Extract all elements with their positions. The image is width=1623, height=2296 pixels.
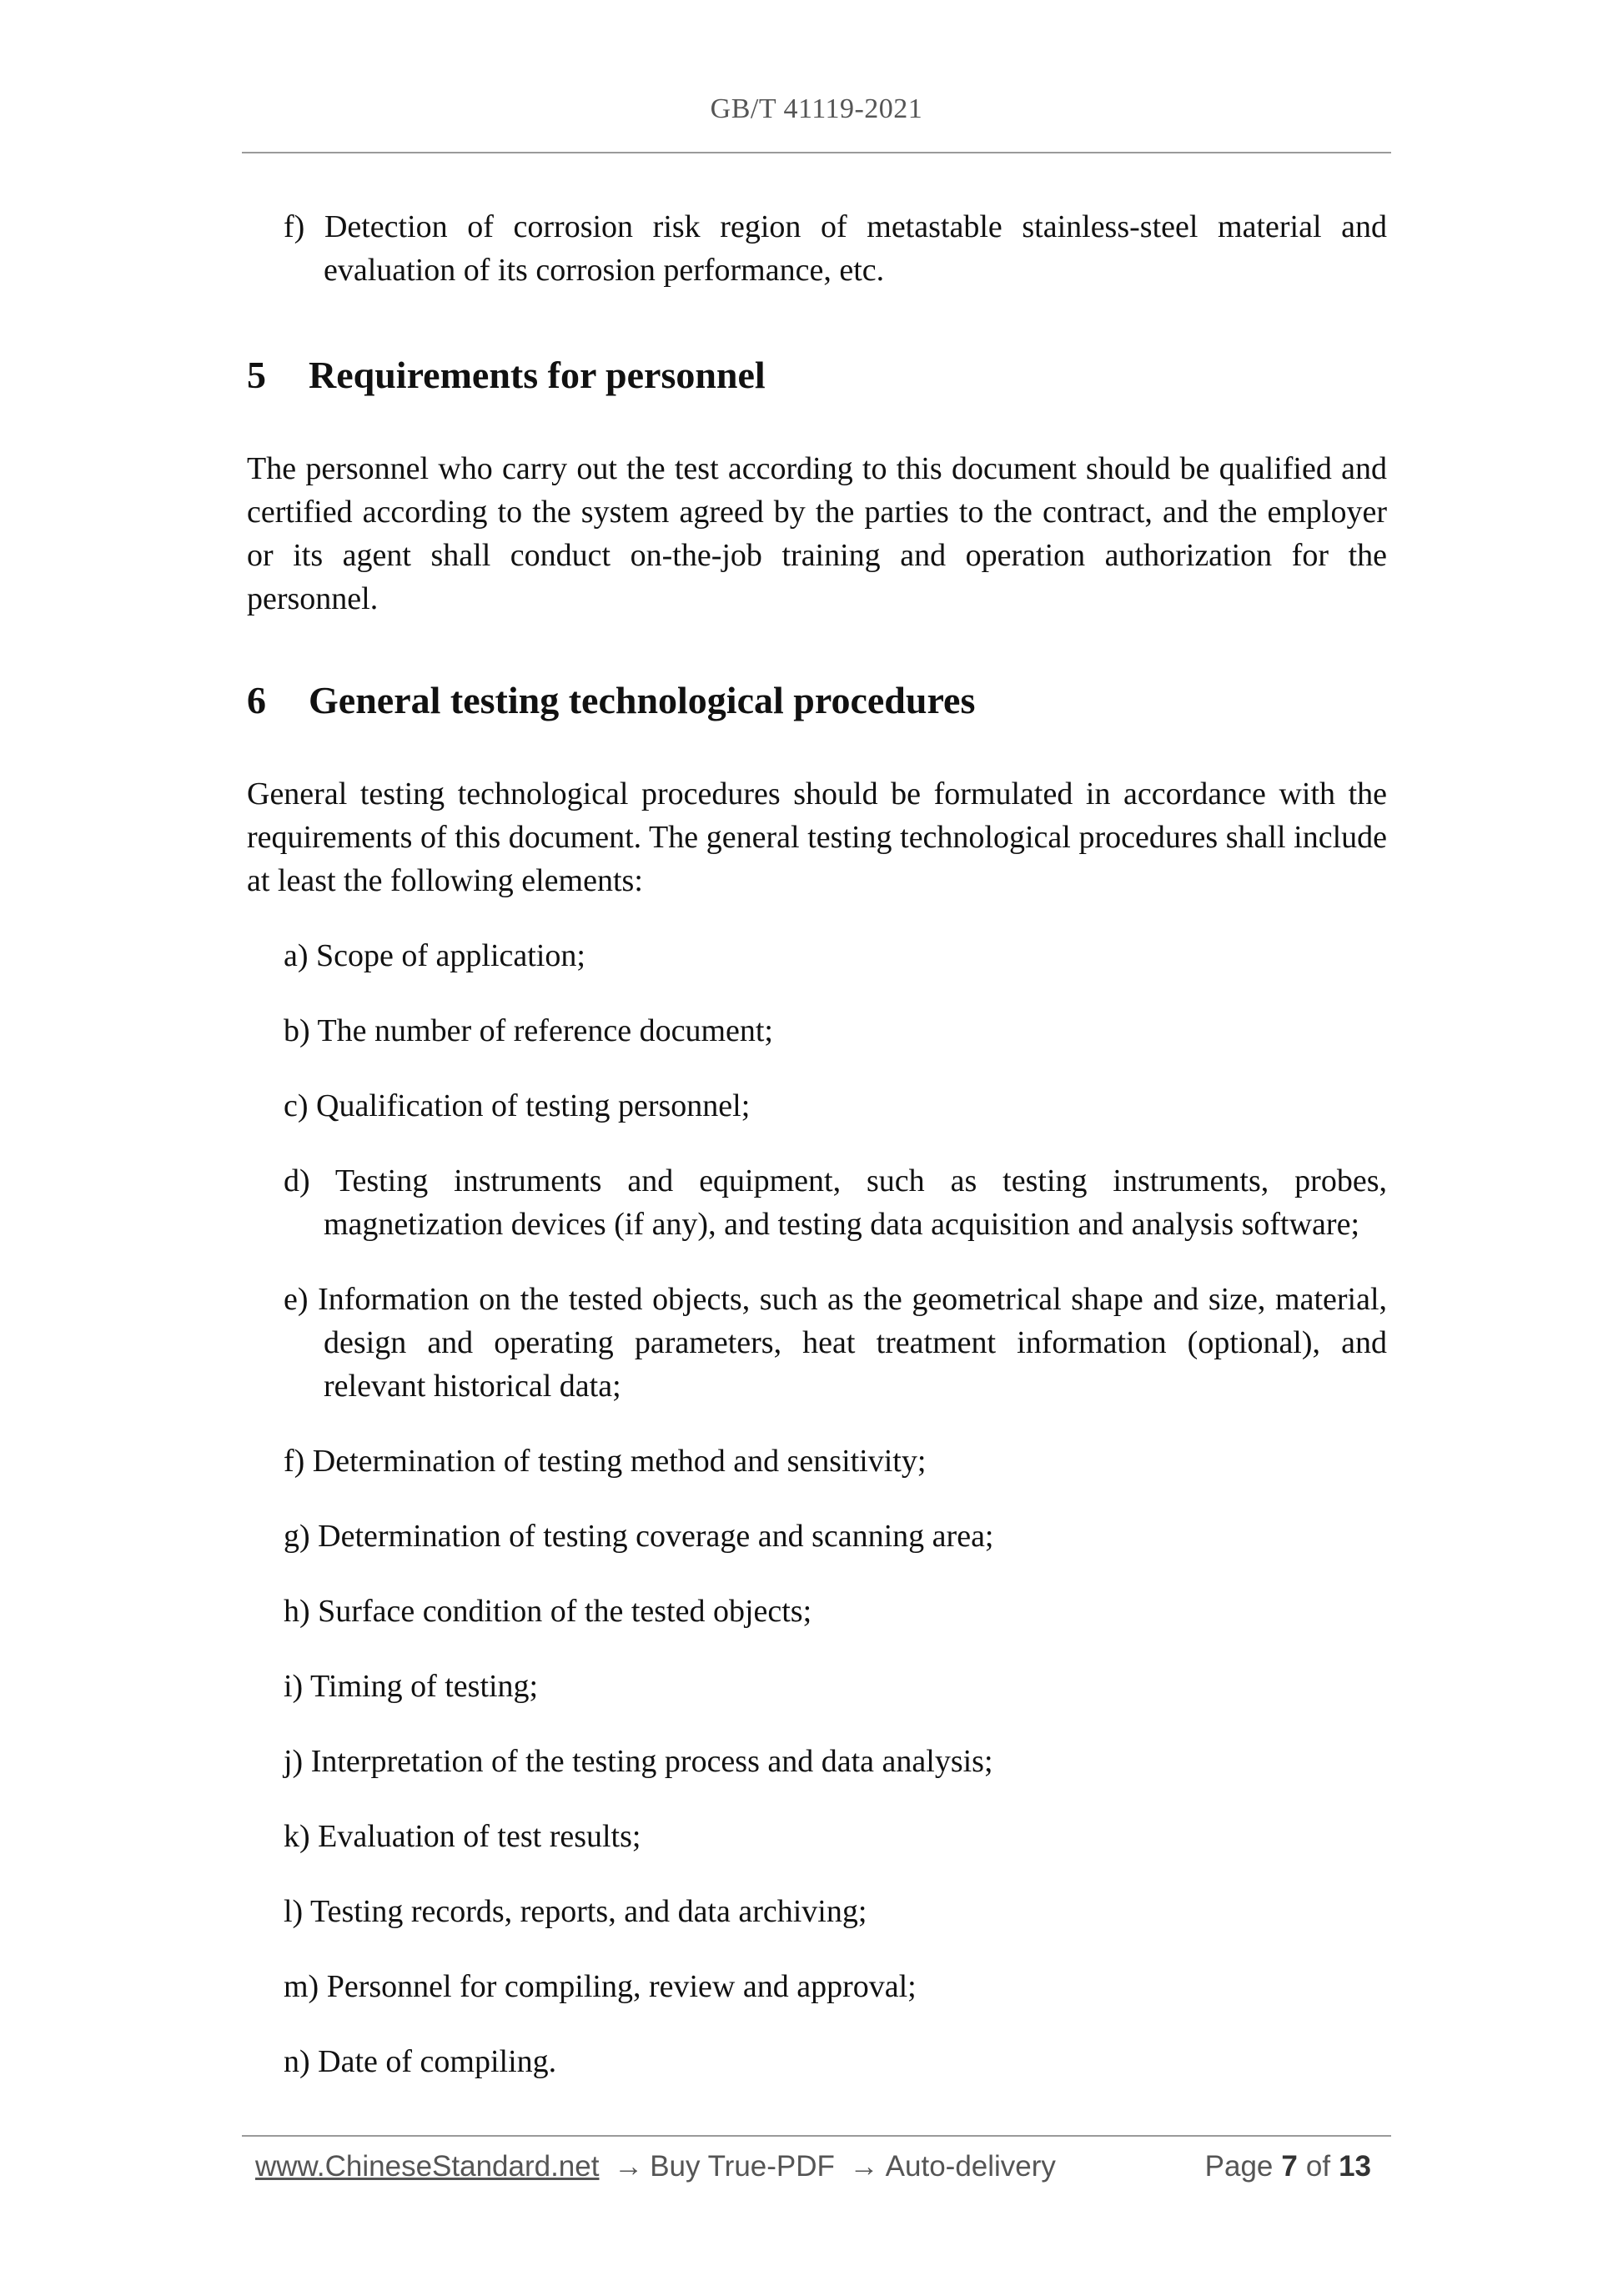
header-divider [242,152,1391,153]
page-total: 13 [1339,2150,1371,2183]
intro-list-item-f [247,205,1387,292]
list-item-f: f) Determination of testing method and sensitivity; [284,1444,927,1479]
auto-delivery-text: Auto-delivery [885,2150,1056,2183]
list-item-b: b) The number of reference document; [284,1013,773,1048]
document-header-code: GB/T 41119-2021 [710,93,923,124]
list-item-a: a) Scope of application; [284,938,585,973]
section-5-heading [247,350,1387,400]
list-item-g: g) Determination of testing coverage and scanning area; [284,1519,994,1554]
list-item-e: e) Information on the tested objects, such as the geometrical shape and size, material, design and operating parameters, heat treatment information (optional), and relevant historical data; [284,1282,1387,1404]
page-footer [255,2150,1379,2183]
website-link[interactable]: www.ChineseStandard.net [255,2150,600,2183]
list-item-m: m) Personnel for compiling, review and approval; [284,1969,917,2004]
list-item-h: h) Surface condition of the tested objects; [284,1594,812,1629]
section-5-number: 5 [247,354,266,396]
footer-links [255,2150,1056,2183]
list-item-k: k) Evaluation of test results; [284,1819,641,1854]
footer-divider [242,2135,1391,2137]
list-item-j: j) Interpretation of the testing process and data analysis; [284,1744,993,1779]
page-current: 7 [1281,2150,1298,2183]
arrow-right-icon: → [849,2150,879,2183]
section-6-title: General testing technological procedures [309,679,976,721]
list-item-n: n) Date of compiling. [284,2044,557,2079]
section-6-body: General testing technological procedures should be formulated in accordance with the requirements of this document. The general testing technological procedures shall include at least the following elements: [247,776,1387,898]
list-item-c: c) Qualification of testing personnel; [284,1088,751,1123]
page-of-label: of [1305,2150,1331,2183]
page-indicator [1205,2150,1379,2183]
arrow-right-icon: → [614,2150,644,2183]
section-5-title: Requirements for personnel [309,354,766,396]
list-item-l: l) Testing records, reports, and data archiving; [284,1894,867,1929]
section-6-number: 6 [247,679,266,721]
intro-item-label: f) [284,209,305,244]
list-item-d: d) Testing instruments and equipment, such as testing instruments, probes, magnetization devices (if any), and testing data acquisition and analysis software; [284,1163,1387,1242]
page-label: Page [1204,2150,1274,2183]
section-6-heading [247,676,1387,726]
intro-item-text: Detection of corrosion risk region of metastable stainless-steel material and evaluation of its corrosion performance, etc. [324,209,1388,288]
page-content [247,205,1387,2083]
buy-true-pdf-text: Buy True-PDF [650,2150,835,2183]
list-item-i: i) Timing of testing; [284,1669,539,1704]
section-5-body: The personnel who carry out the test according to this document should be qualified and certified according to the system agreed by the parties to the contract, and the employer or its agent shall conduct on-the-job training and operation authorization for the personnel. [247,451,1387,616]
